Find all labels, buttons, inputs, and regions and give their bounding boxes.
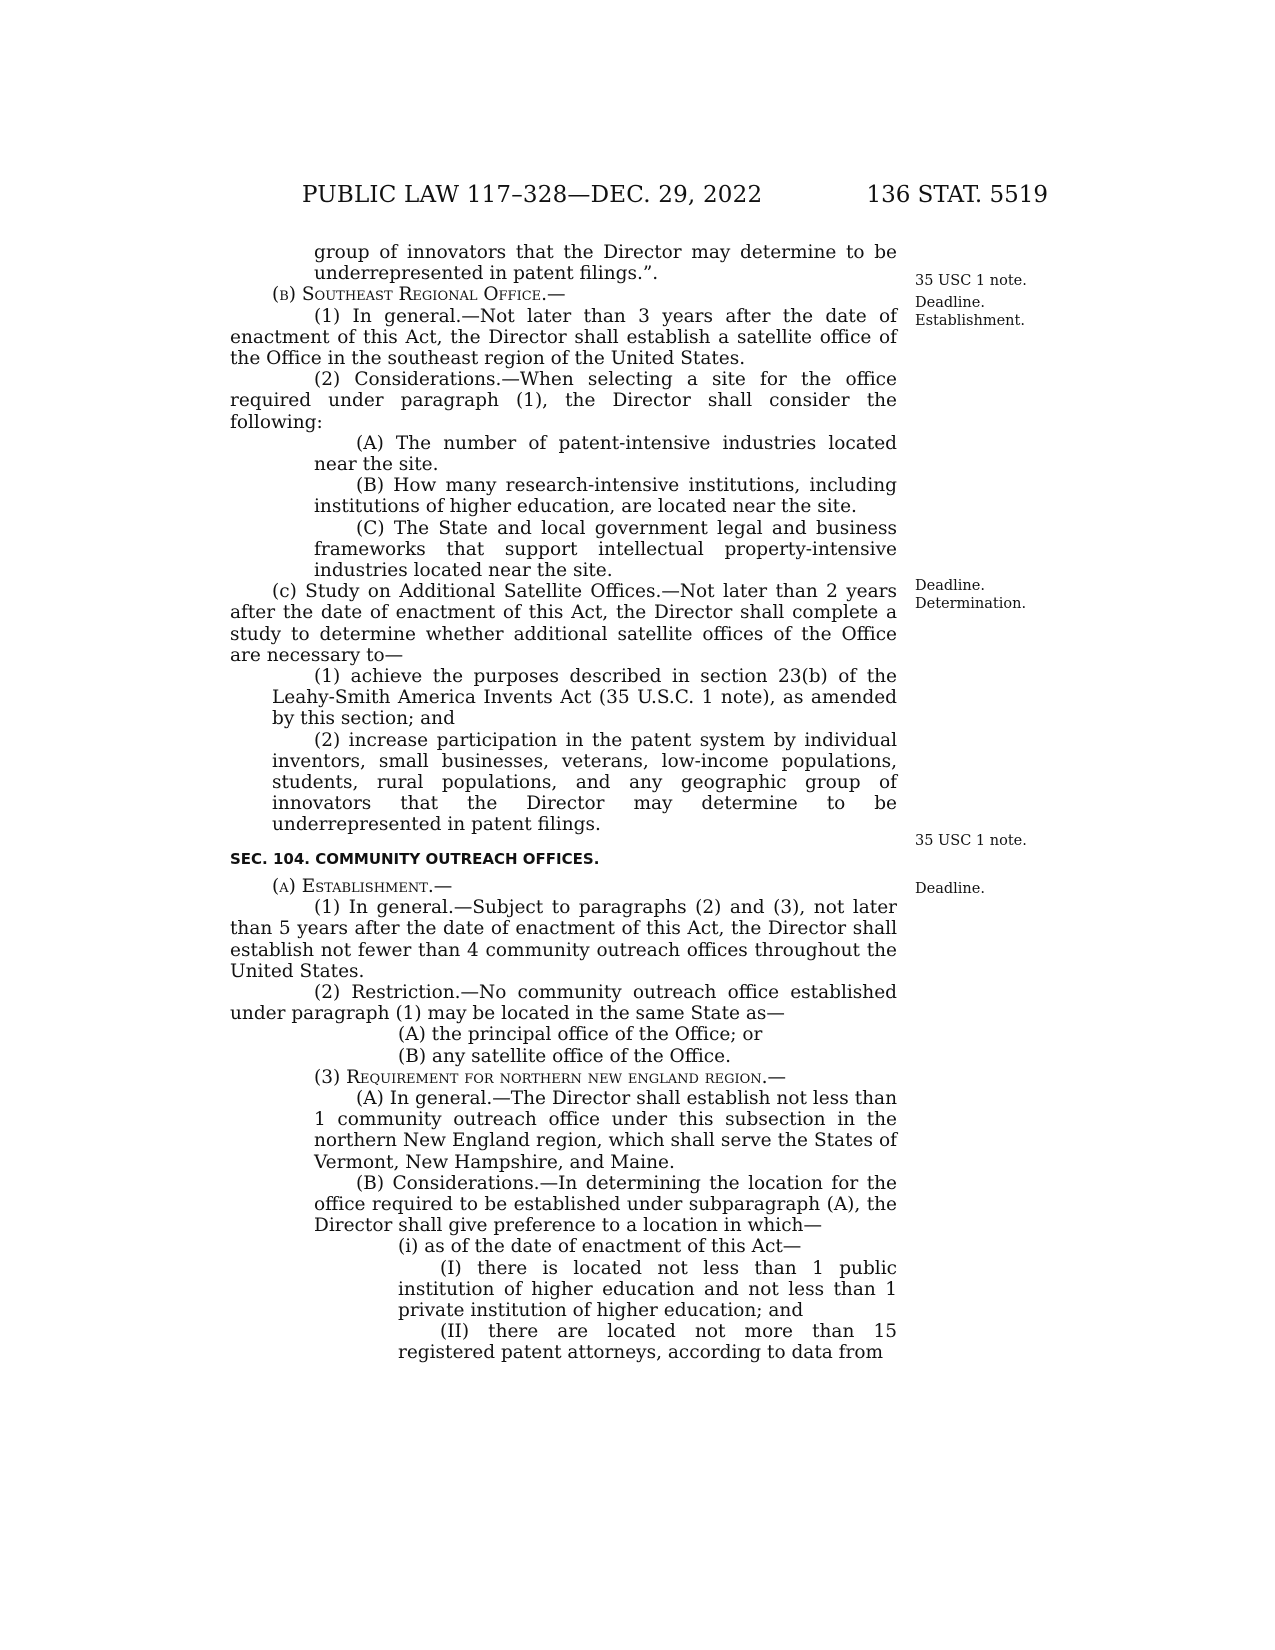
margin-note-deadline: Deadline.	[915, 295, 985, 311]
subsection-c-paragraph-2: (2) increase participation in the patent system by individual inventors, small businesses, veterans, low-income populations, students, rural populations, and any geographic group of innovators that the Director may determine to be underrepresented in patent filings.	[272, 729, 897, 836]
statute-body	[230, 242, 897, 1364]
subsection-a-2-B: (B) any satellite office of the Office.	[398, 1045, 731, 1067]
margin-note-usc: 35 USC 1 note.	[915, 833, 1027, 849]
subsection-a-heading: (a) Establishment.—	[272, 875, 453, 897]
subsection-a-paragraph-2: (2) Restriction.—No community outreach office established under paragraph (1) may be located in the same State as—	[230, 981, 897, 1025]
subsection-b-paragraph-1: (1) In general.—Not later than 3 years after the date of enactment of this Act, the Director shall establish a satellite office of the Office in the southeast region of the United States.	[230, 305, 897, 370]
subsection-b-2-C: (C) The State and local government legal and business frameworks that support intellectual property-intensive industries located near the site.	[314, 517, 897, 582]
subsection-a-2-A: (A) the principal office of the Office; or	[398, 1024, 763, 1046]
subsection-b-2-B: (B) How many research-intensive institutions, including institutions of higher education, are located near the site.	[314, 475, 897, 518]
subsection-c-paragraph-1: (1) achieve the purposes described in section 23(b) of the Leahy-Smith America Invents Act (35 U.S.C. 1 note), as amended by this section; and	[272, 666, 897, 730]
subsection-b-paragraph-2: (2) Considerations.—When selecting a site for the office required under paragraph (1), the Director shall consider the following:	[230, 369, 897, 433]
public-law-title: PUBLIC LAW 117–328—DEC. 29, 2022	[302, 182, 763, 208]
margin-note-deadline: Deadline.	[915, 881, 985, 897]
subsection-a-paragraph-3: (3) Requirement for northern new england region.—	[314, 1066, 787, 1088]
subsection-a-3-B-i: (i) as of the date of enactment of this Act—	[398, 1236, 802, 1258]
paragraph-continuation: group of innovators that the Director may determine to be underrepresented in patent filings.”.	[314, 242, 897, 285]
subsection-b-2-A: (A) The number of patent-intensive industries located near the site.	[314, 432, 897, 476]
subsection-a-3-A: (A) In general.—The Director shall establish not less than 1 community outreach office under this subsection in the northern New England region, which shall serve the States of Vermont, New Hampshire, and Maine.	[314, 1087, 897, 1173]
margin-note-establishment: Establishment.	[915, 313, 1025, 329]
section-104-heading: SEC. 104. COMMUNITY OUTREACH OFFICES.	[230, 849, 600, 868]
margin-note-determination: Determination.	[915, 596, 1027, 612]
subsection-b-heading: (b) Southeast Regional Office.—	[272, 284, 566, 306]
subsection-a-3-B-i-I: (I) there is located not less than 1 public institution of higher education and not less than 1 private institution of higher education; and	[398, 1257, 897, 1321]
page-header	[302, 182, 1048, 222]
subsection-a-paragraph-1: (1) In general.—Subject to paragraphs (2) and (3), not later than 5 years after the date of enactment of this Act, the Director shall establish not fewer than 4 community outreach offices throughout the United States.	[230, 897, 897, 982]
margin-note-deadline: Deadline.	[915, 578, 985, 594]
subsection-a-3-B-i-II: (II) there are located not more than 15 registered patent attorneys, according to data from	[398, 1321, 897, 1364]
subsection-a-3-B: (B) Considerations.—In determining the location for the office required to be established under subparagraph (A), the Director shall give preference to a location in which—	[314, 1172, 897, 1237]
subsection-c: (c) Study on Additional Satellite Offices.—Not later than 2 years after the date of enactment of this Act, the Director shall complete a study to determine whether additional satellite offices of the Office are necessary to—	[230, 581, 897, 666]
stat-page-number: 136 STAT. 5519	[866, 182, 1048, 208]
margin-note-usc: 35 USC 1 note.	[915, 273, 1027, 289]
